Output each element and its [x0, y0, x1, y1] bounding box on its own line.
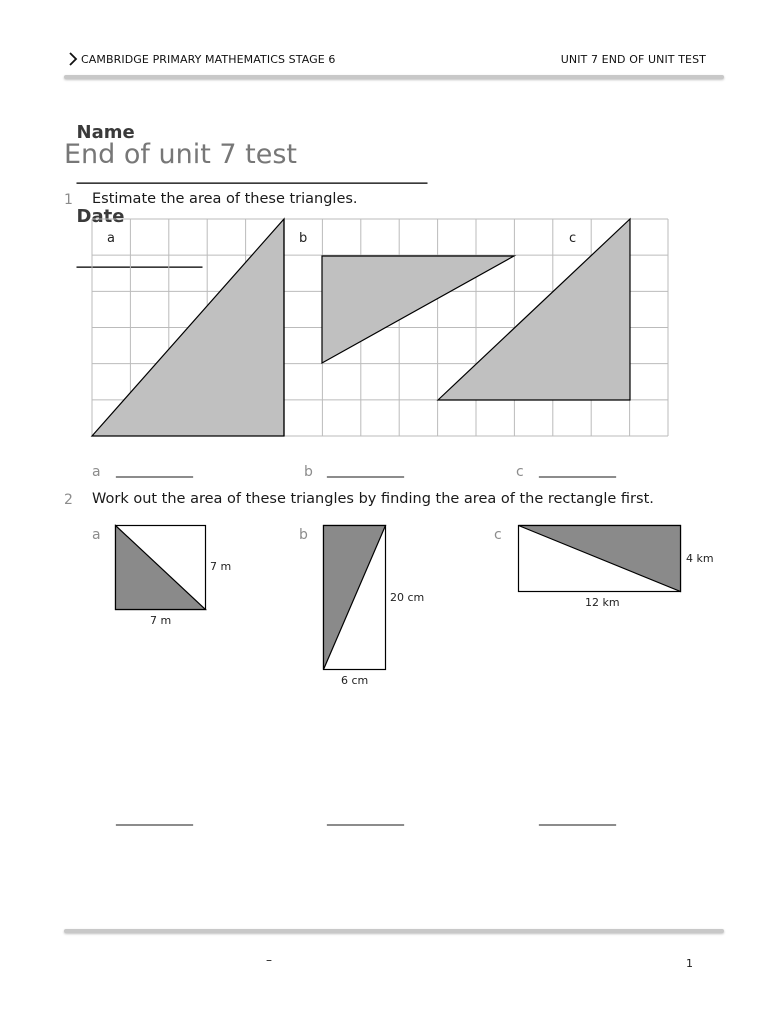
- q2-height-label-a: 7 m: [210, 560, 232, 573]
- date-field[interactable]: ______________: [76, 248, 203, 269]
- q2-answer-field-b[interactable]: ___________: [327, 810, 404, 826]
- footer-mark: –: [266, 953, 272, 967]
- q2-height-label-b: 20 cm: [390, 591, 425, 604]
- q2-width-label-a: 7 m: [150, 614, 172, 627]
- q1-grid-diagram: [90, 216, 672, 440]
- q1-diagram-label-b: b: [299, 231, 308, 246]
- q1-diagram-label-c: c: [569, 231, 577, 246]
- page-number: 1: [686, 957, 693, 970]
- q2-number: 2: [64, 492, 73, 508]
- footer-rule: [64, 929, 724, 933]
- q1-triangle-b: [322, 256, 514, 363]
- q2-width-label-c: 12 km: [585, 596, 620, 609]
- name-label: Name: [76, 122, 135, 143]
- q2-height-label-c: 4 km: [686, 552, 714, 565]
- q2-diagram-c: [513, 520, 723, 612]
- q1-diagram-label-a: a: [107, 231, 115, 246]
- q2-answer-field-c[interactable]: ___________: [539, 810, 616, 826]
- header-series-title: CAMBRIDGE PRIMARY MATHEMATICS STAGE 6: [81, 53, 336, 66]
- header-rule: [64, 75, 724, 79]
- chevron-right-icon: [68, 52, 78, 66]
- q2-answer-field-a[interactable]: ___________: [116, 810, 193, 826]
- q2-part-label-b: b: [299, 527, 308, 543]
- name-field[interactable]: _______________________________________: [76, 164, 428, 185]
- q1-answer-label-a: a: [92, 464, 101, 480]
- q2-part-label-a: a: [92, 527, 101, 543]
- q2-diagram-a: [110, 520, 240, 630]
- date-label: Date: [76, 206, 125, 227]
- q1-answer-field-c[interactable]: ___________: [539, 462, 616, 478]
- q2-text: Work out the area of these triangles by finding the area of the rectangle first.: [92, 491, 654, 507]
- q1-answer-field-a[interactable]: ___________: [116, 462, 193, 478]
- q1-answer-label-c: c: [516, 464, 524, 480]
- q2-part-label-c: c: [494, 527, 502, 543]
- header-unit-title: UNIT 7 END OF UNIT TEST: [560, 53, 706, 66]
- page-title: End of unit 7 test: [64, 139, 298, 170]
- q1-number: 1: [64, 192, 73, 208]
- q2-width-label-b: 6 cm: [341, 674, 369, 687]
- q1-answer-field-b[interactable]: ___________: [327, 462, 404, 478]
- q1-triangle-c: [438, 219, 630, 400]
- q2-diagram-b: [318, 520, 428, 690]
- q1-answer-label-b: b: [304, 464, 313, 480]
- q1-text: Estimate the area of these triangles.: [92, 191, 358, 207]
